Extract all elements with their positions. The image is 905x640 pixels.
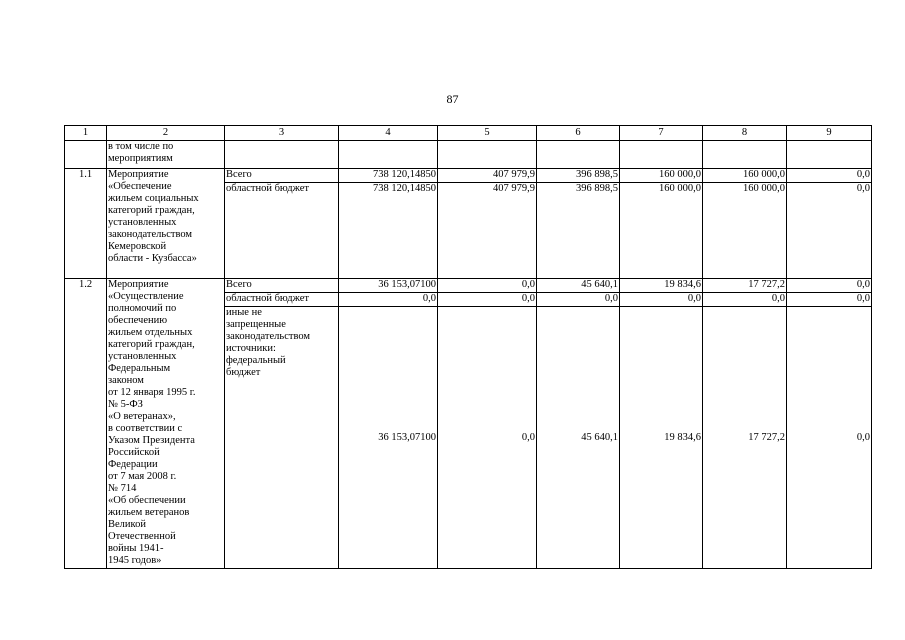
table-row-intro	[65, 141, 872, 169]
funding-source: областной бюджет	[225, 293, 339, 307]
value-cell: 0,0	[438, 307, 537, 569]
value-cell: 160 000,0	[620, 183, 703, 279]
column-header: 5	[438, 126, 537, 141]
value-cell: 17 727,2	[703, 307, 787, 569]
value-cell: 45 640,1	[537, 279, 620, 293]
column-header: 7	[620, 126, 703, 141]
column-header: 6	[537, 126, 620, 141]
column-header: 2	[107, 126, 225, 141]
column-header: 4	[339, 126, 438, 141]
value-cell: 0,0	[787, 169, 872, 183]
value-cell: 0,0	[703, 293, 787, 307]
value-cell: 160 000,0	[703, 169, 787, 183]
funding-source: областной бюджет	[225, 183, 339, 279]
value-cell: 0,0	[787, 307, 872, 569]
item-number: 1.1	[65, 169, 107, 279]
value-cell: 36 153,07100	[339, 307, 438, 569]
column-header: 8	[703, 126, 787, 141]
value-cell: 738 120,14850	[339, 169, 438, 183]
value-cell: 45 640,1	[537, 307, 620, 569]
column-number-row	[65, 126, 872, 141]
value-cell: 0,0	[438, 279, 537, 293]
value-cell: 0,0	[787, 183, 872, 279]
value-cell: 36 153,07100	[339, 279, 438, 293]
value-cell: 396 898,5	[537, 169, 620, 183]
column-header: 3	[225, 126, 339, 141]
value-cell: 19 834,6	[620, 307, 703, 569]
value-cell: 17 727,2	[703, 279, 787, 293]
page-number: 87	[446, 92, 459, 106]
value-cell: 160 000,0	[703, 183, 787, 279]
value-cell: 0,0	[787, 293, 872, 307]
item-name: Мероприятие «Осуществление полномочий по обеспечению жильем отдельных категорий граждан, установленных Федеральным законом от 12 января 1995 г. № 5-ФЗ «О ветеранах», в соответствии с Указом Президента Российской Федерации от 7 мая 2008 г. № 714 «Об обеспечении жильем ветеранов Великой Отечественной войны 1941- 1945 годов»	[107, 279, 225, 569]
table-row-1-2-total	[65, 279, 872, 293]
item-name: Мероприятие «Обеспечение жильем социальных категорий граждан, установленных законодательством Кемеровской области - Кузбасса»	[107, 169, 225, 279]
budget-table	[64, 125, 872, 569]
funding-source: иные не запрещенные законодательством источники: федеральный бюджет	[225, 307, 339, 569]
value-cell: 396 898,5	[537, 183, 620, 279]
intro-label: в том числе по мероприятиям	[107, 141, 225, 169]
value-cell: 0,0	[620, 293, 703, 307]
funding-source: Всего	[225, 169, 339, 183]
funding-source: Всего	[225, 279, 339, 293]
value-cell: 407 979,9	[438, 183, 537, 279]
column-header: 1	[65, 126, 107, 141]
value-cell: 0,0	[339, 293, 438, 307]
item-number: 1.2	[65, 279, 107, 569]
value-cell: 19 834,6	[620, 279, 703, 293]
value-cell: 0,0	[438, 293, 537, 307]
value-cell: 407 979,9	[438, 169, 537, 183]
value-cell: 0,0	[537, 293, 620, 307]
value-cell: 160 000,0	[620, 169, 703, 183]
column-header: 9	[787, 126, 872, 141]
table-row-1-1-total	[65, 169, 872, 183]
value-cell: 738 120,14850	[339, 183, 438, 279]
value-cell: 0,0	[787, 279, 872, 293]
